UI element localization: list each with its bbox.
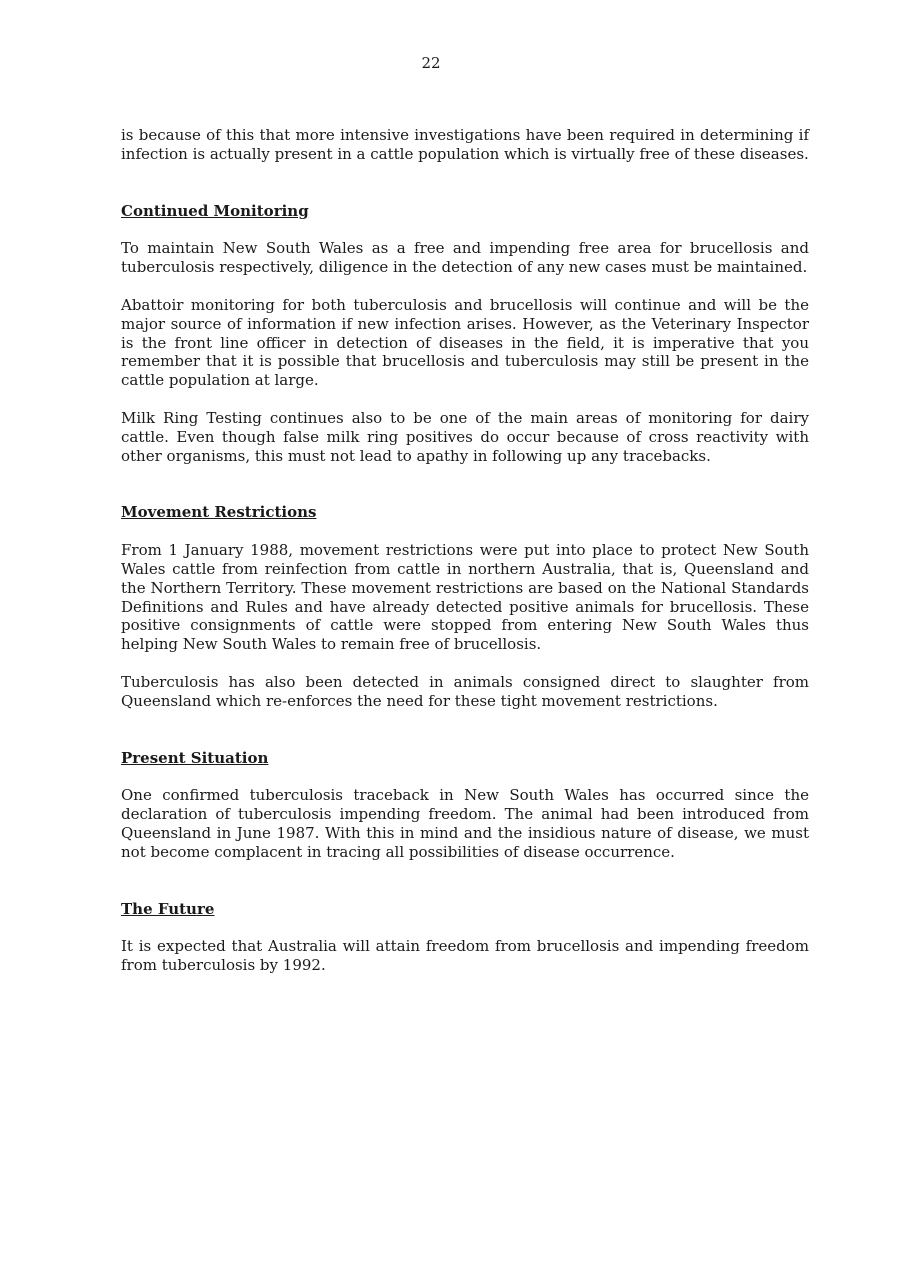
- paragraph: From 1 January 1988, movement restrictions were put into place to protect New South Wales cattle from reinfection from cattle in northern Australia, that is, Queensland and the Northern Territory. These movement restrictions are based on the National Standards Definitions and Rules and have already detected positive animals for brucellosis. These positive consignments of cattle were stopped from entering New South Wales thus helping New South Wales to remain free of brucellosis.: [121, 541, 809, 654]
- paragraph: To maintain New South Wales as a free and impending free area for brucellosis and tuberculosis respectively, diligence in the detection of any new cases must be maintained.: [121, 239, 809, 277]
- paragraph: Abattoir monitoring for both tuberculosis and brucellosis will continue and will be the major source of information if new infection arises. However, as the Veterinary Inspector is the front line officer in detection of diseases in the field, it is imperative that you remember that it is possible that brucellosis and tuberculosis may still be present in the cattle population at large.: [121, 295, 809, 390]
- section-heading-movement-restrictions: Movement Restrictions: [121, 503, 317, 522]
- page-number: 22: [421, 54, 441, 72]
- paragraph: It is expected that Australia will attain freedom from brucellosis and impending freedom from tuberculosis by 1992.: [121, 937, 809, 975]
- section-heading-the-future: The Future: [121, 899, 215, 918]
- paragraph: Tuberculosis has also been detected in animals consigned direct to slaughter from Queensland which re-enforces the need for these tight movement restrictions.: [121, 672, 809, 710]
- section-heading-present-situation: Present Situation: [121, 748, 269, 767]
- intro-paragraph: is because of this that more intensive investigations have been required in determining if infection is actually present in a cattle population which is virtually free of these diseases.: [121, 126, 809, 163]
- document-body: [121, 126, 809, 975]
- section-heading-continued-monitoring: Continued Monitoring: [121, 201, 309, 220]
- paragraph: Milk Ring Testing continues also to be one of the main areas of monitoring for dairy cattle. Even though false milk ring positives do occur because of cross reactivity with other organisms, this must not lead to apathy in following up any tracebacks.: [121, 408, 809, 465]
- paragraph: One confirmed tuberculosis traceback in New South Wales has occurred since the declaration of tuberculosis impending freedom. The animal had been introduced from Queensland in June 1987. With this in mind and the insidious nature of disease, we must not become complacent in tracing all possibilities of disease occurrence.: [121, 786, 809, 861]
